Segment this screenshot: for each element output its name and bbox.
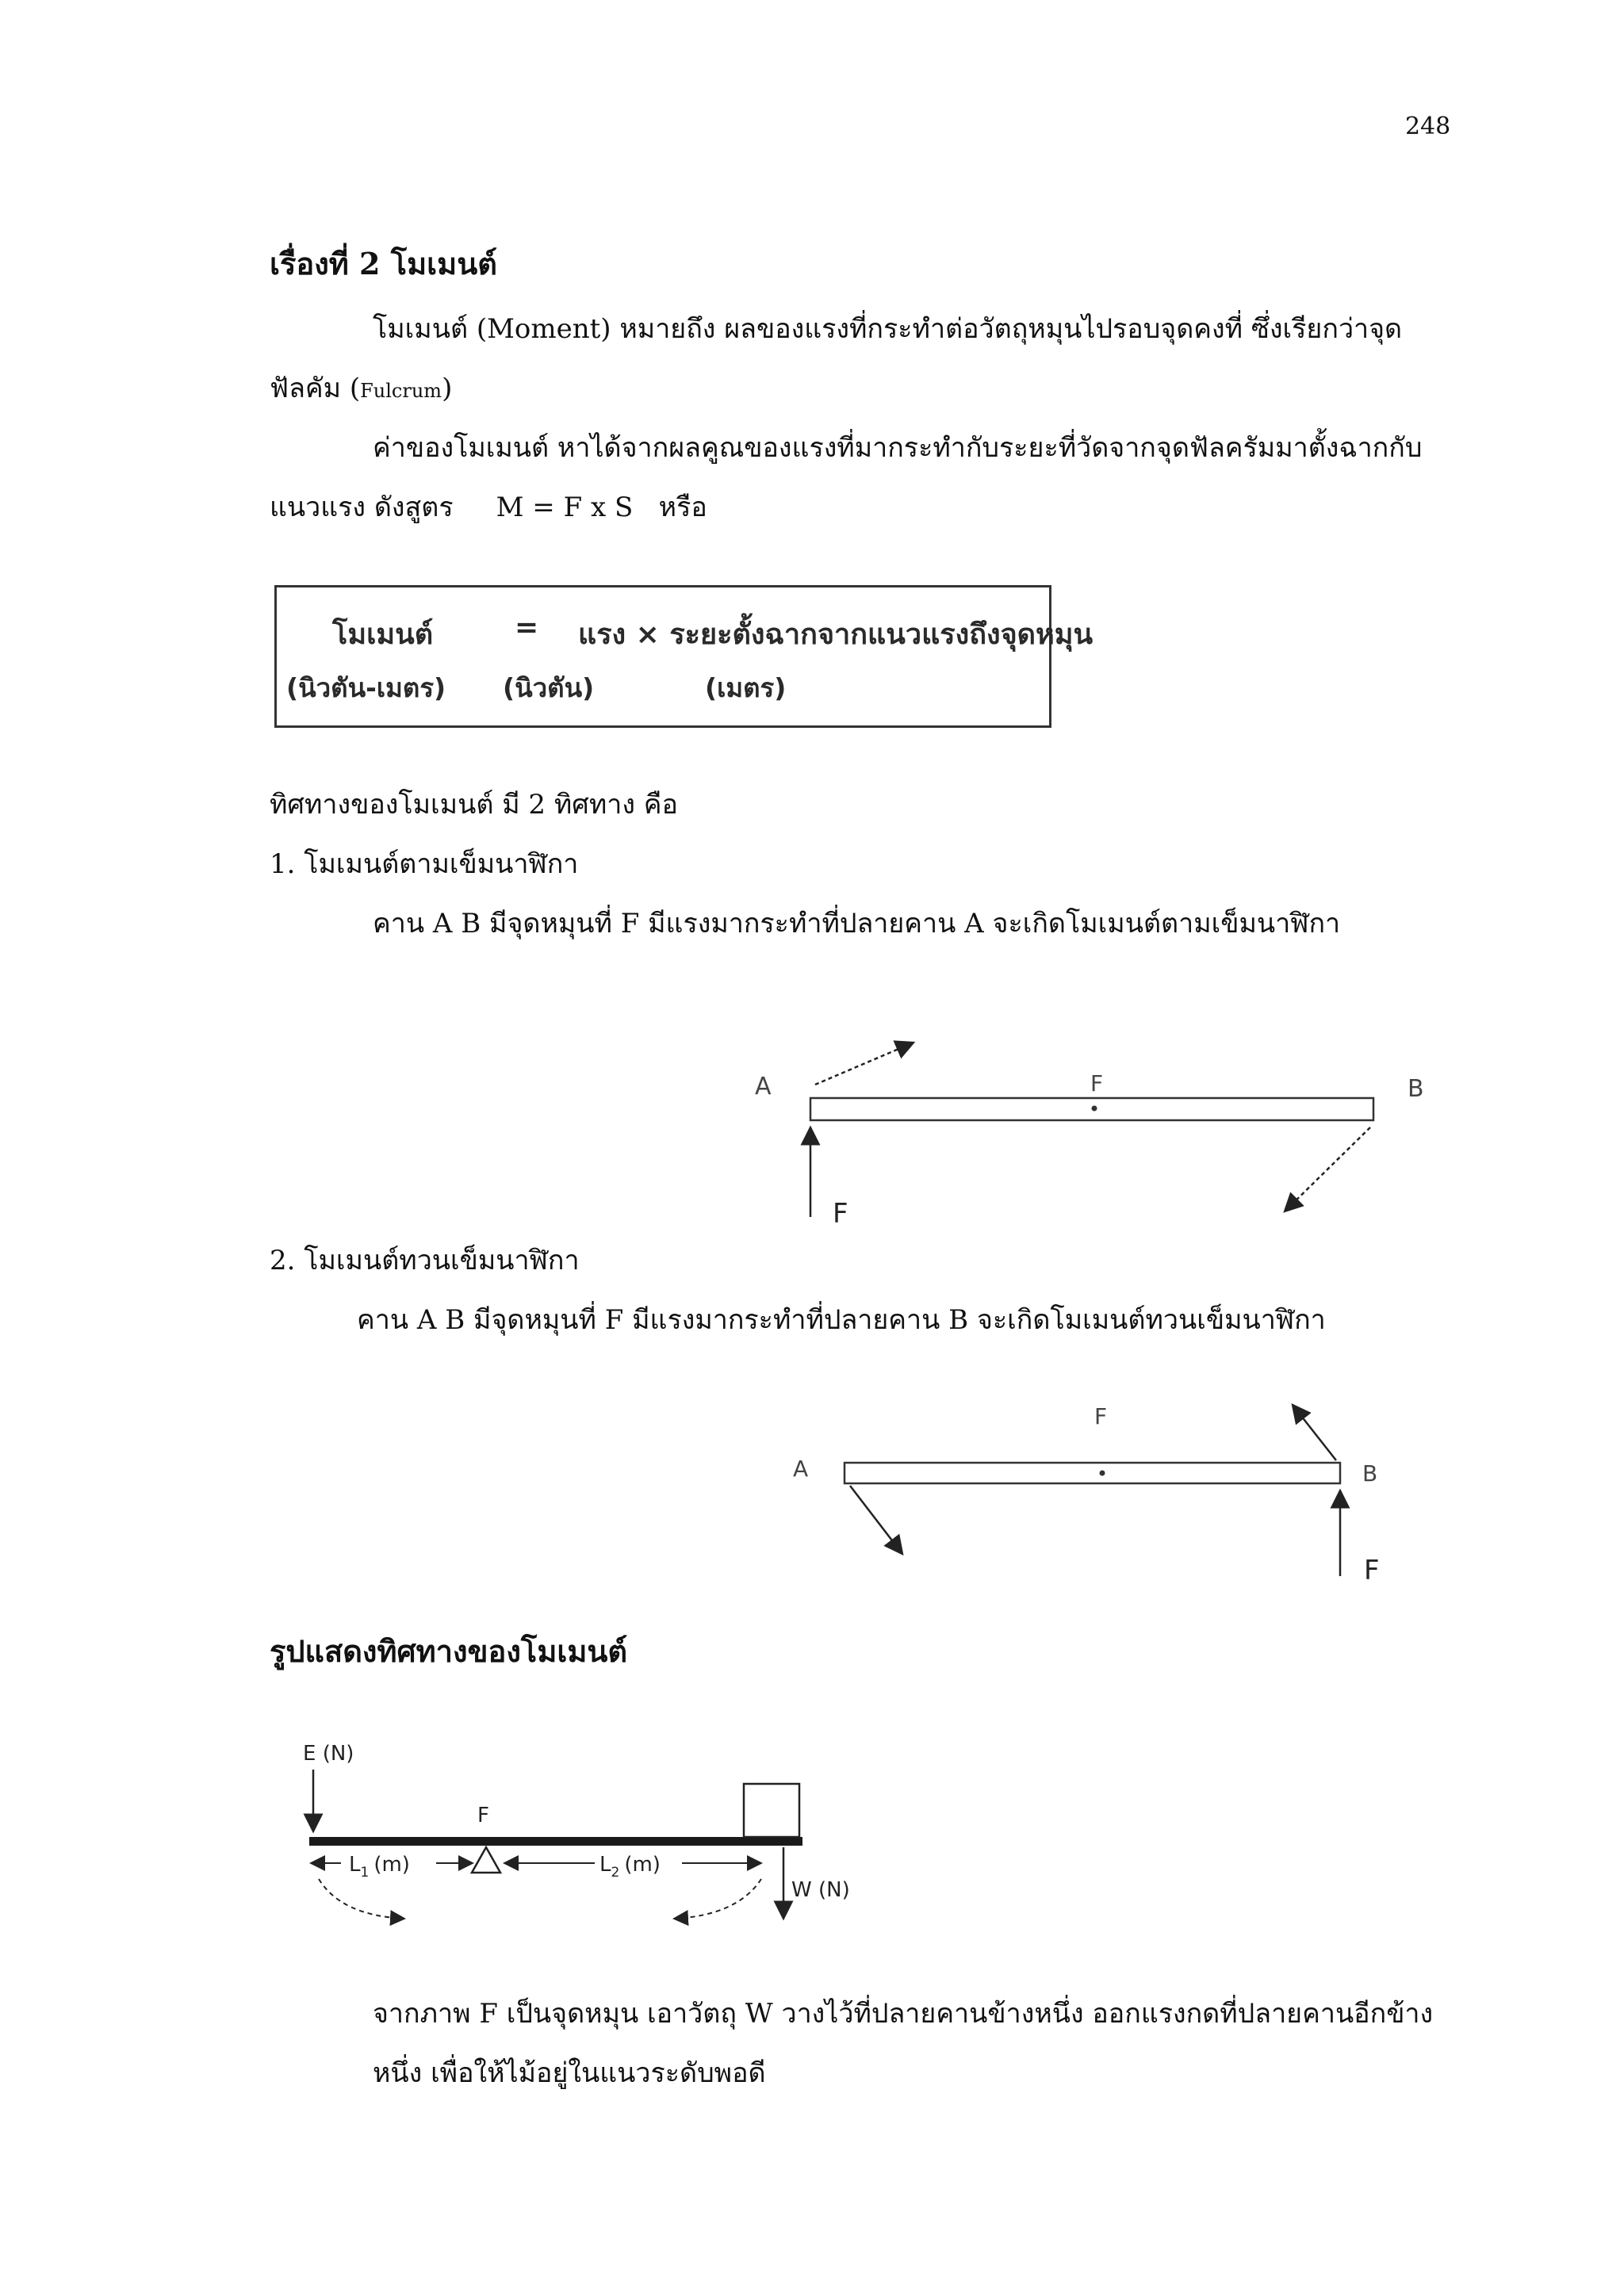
- label-b: B: [1362, 1460, 1378, 1487]
- rotation-arrow-a: [850, 1486, 902, 1554]
- clockwise-moment-diagram: [737, 1015, 1451, 1229]
- formula-moment-term: โมเมนต์: [332, 618, 434, 651]
- label-force: F: [1364, 1555, 1380, 1586]
- label-fulcrum: F: [1094, 1403, 1108, 1429]
- item-1-description: คาน A B มีจุดหมุนที่ F มีแรงมากระทำที่ปลายคาน A จะเกิดโมเมนต์ตามเข็มนาฬิกา: [373, 908, 1341, 939]
- formula-force-times-distance: แรง × ระยะตั้งฉากจากแนวแรงถึงจุดหมุน: [578, 618, 1094, 651]
- weight-rotation-arrow: [674, 1879, 761, 1919]
- label-fulcrum: F: [477, 1804, 489, 1827]
- figure-caption: รูปแสดงทิศทางของโมเมนต์: [270, 1633, 628, 1669]
- conclusion-line-1: จากภาพ F เป็นจุดหมุน เอาวัตถุ W วางไว้ที่ปลายคานข้างหนึ่ง ออกแรงกดที่ปลายคานอีกข้าง: [373, 1998, 1434, 2030]
- formula-unit-moment: (นิวตัน-เมตร): [286, 672, 446, 703]
- formula-box: [274, 585, 1094, 728]
- counterclockwise-moment-diagram: [777, 1387, 1411, 1594]
- label-l1: $L_1$ (m): [349, 1853, 410, 1881]
- label-force: F: [833, 1198, 848, 1229]
- section-heading: เรื่องที่ 2 โมเมนต์: [270, 246, 497, 281]
- label-effort: E (N): [303, 1742, 354, 1766]
- beam: [845, 1463, 1340, 1483]
- formula-unit-force: (นิวตัน): [503, 672, 595, 703]
- item-1-title: 1. โมเมนต์ตามเข็มนาฬิกา: [270, 848, 579, 880]
- fulcrum-triangle: [472, 1847, 500, 1873]
- formula-equals-sign: =: [515, 611, 539, 644]
- label-a: A: [793, 1456, 809, 1482]
- label-b: B: [1408, 1075, 1424, 1103]
- item-2-title: 2. โมเมนต์ทวนเข็มนาฬิกา: [270, 1245, 580, 1276]
- lever-beam: [309, 1837, 802, 1846]
- paragraph-1-line-1: โมเมนต์ (Moment) หมายถึง ผลของแรงที่กระทำต่อวัตถุหมุนไปรอบจุดคงที่ ซึ่งเรียกว่าจุด: [373, 313, 1403, 345]
- effort-rotation-arrow: [319, 1879, 404, 1919]
- lever-diagram: [293, 1728, 880, 1942]
- rotation-arrow-a: [815, 1043, 914, 1085]
- weight-block: [744, 1784, 799, 1837]
- page-number: 248: [1405, 113, 1451, 140]
- rotation-arrow-b: [1285, 1127, 1370, 1211]
- conclusion-line-2: หนึ่ง เพื่อให้ไม้อยู่ในแนวระดับพอดี: [373, 2057, 766, 2089]
- label-a: A: [755, 1073, 772, 1100]
- rotation-arrow-b: [1293, 1405, 1336, 1460]
- paragraph-2-line-2: แนวแรง ดังสูตร M = F x S หรือ: [270, 492, 707, 523]
- directions-intro: ทิศทางของโมเมนต์ มี 2 ทิศทาง คือ: [270, 789, 678, 821]
- paragraph-1-line-2: ฟัลคัม (Fulcrum): [270, 373, 453, 404]
- label-l2: $L_2$ (m): [599, 1853, 661, 1881]
- fulcrum-point: [1100, 1471, 1105, 1476]
- label-weight: W (N): [791, 1878, 850, 1902]
- item-2-description: คาน A B มีจุดหมุนที่ F มีแรงมากระทำที่ปลายคาน B จะเกิดโมเมนต์ทวนเข็มนาฬิกา: [357, 1304, 1326, 1336]
- fulcrum-point: [1092, 1106, 1097, 1112]
- paragraph-2-line-1: ค่าของโมเมนต์ หาได้จากผลคูณของแรงที่มากระทำกับระยะที่วัดจากจุดฟัลครัมมาตั้งฉากกับ: [373, 432, 1423, 464]
- formula-unit-distance: (เมตร): [705, 672, 787, 703]
- label-fulcrum: F: [1090, 1070, 1104, 1096]
